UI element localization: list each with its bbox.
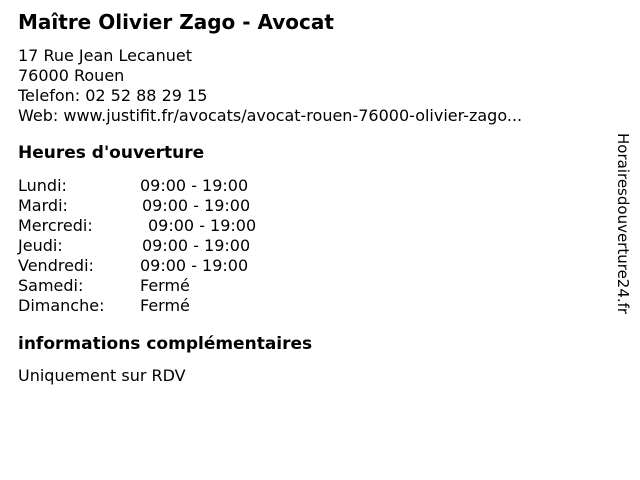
- web-label: Web:: [18, 106, 59, 125]
- phone-line: [18, 86, 600, 106]
- day-hours: 09:00 - 19:00: [148, 216, 257, 235]
- day-label: Vendredi:: [18, 256, 94, 275]
- web-url: www.justifit.fr/avocats/avocat-rouen-76000-olivier-zago...: [63, 106, 523, 125]
- extra-info-heading: informations complémentaires: [18, 334, 313, 354]
- day-hours: 09:00 - 19:00: [140, 256, 249, 275]
- day-label: Mercredi:: [18, 216, 93, 235]
- hours-row-tuesday: [18, 196, 600, 216]
- day-hours: 09:00 - 19:00: [140, 176, 249, 195]
- site-watermark: Horairesdouverture24.fr: [614, 133, 632, 315]
- phone-label: Telefon:: [18, 86, 81, 105]
- hours-row-saturday: [18, 276, 600, 296]
- day-hours: 09:00 - 19:00: [142, 196, 251, 215]
- hours-row-friday: [18, 256, 600, 276]
- day-label: Dimanche:: [18, 296, 105, 315]
- opening-hours-heading: Heures d'ouverture: [18, 143, 205, 163]
- day-label: Lundi:: [18, 176, 67, 195]
- extra-info-text: Uniquement sur RDV: [18, 366, 186, 385]
- hours-row-thursday: [18, 236, 600, 256]
- address-city: 76000 Rouen: [18, 66, 125, 85]
- hours-row-sunday: [18, 296, 600, 316]
- listing-content: [18, 10, 600, 386]
- hours-row-wednesday: [18, 216, 600, 236]
- day-label: Mardi:: [18, 196, 68, 215]
- day-hours: 09:00 - 19:00: [142, 236, 251, 255]
- day-hours: Fermé: [140, 276, 190, 295]
- day-label: Jeudi:: [18, 236, 63, 255]
- day-label: Samedi:: [18, 276, 84, 295]
- web-line: [18, 106, 600, 126]
- phone-number: 02 52 88 29 15: [85, 86, 208, 105]
- address-street: 17 Rue Jean Lecanuet: [18, 46, 192, 65]
- hours-row-monday: [18, 176, 600, 196]
- day-hours: Fermé: [140, 296, 190, 315]
- contact-block: [18, 46, 600, 126]
- opening-hours-table: [18, 176, 600, 316]
- business-title: Maître Olivier Zago - Avocat: [18, 10, 334, 34]
